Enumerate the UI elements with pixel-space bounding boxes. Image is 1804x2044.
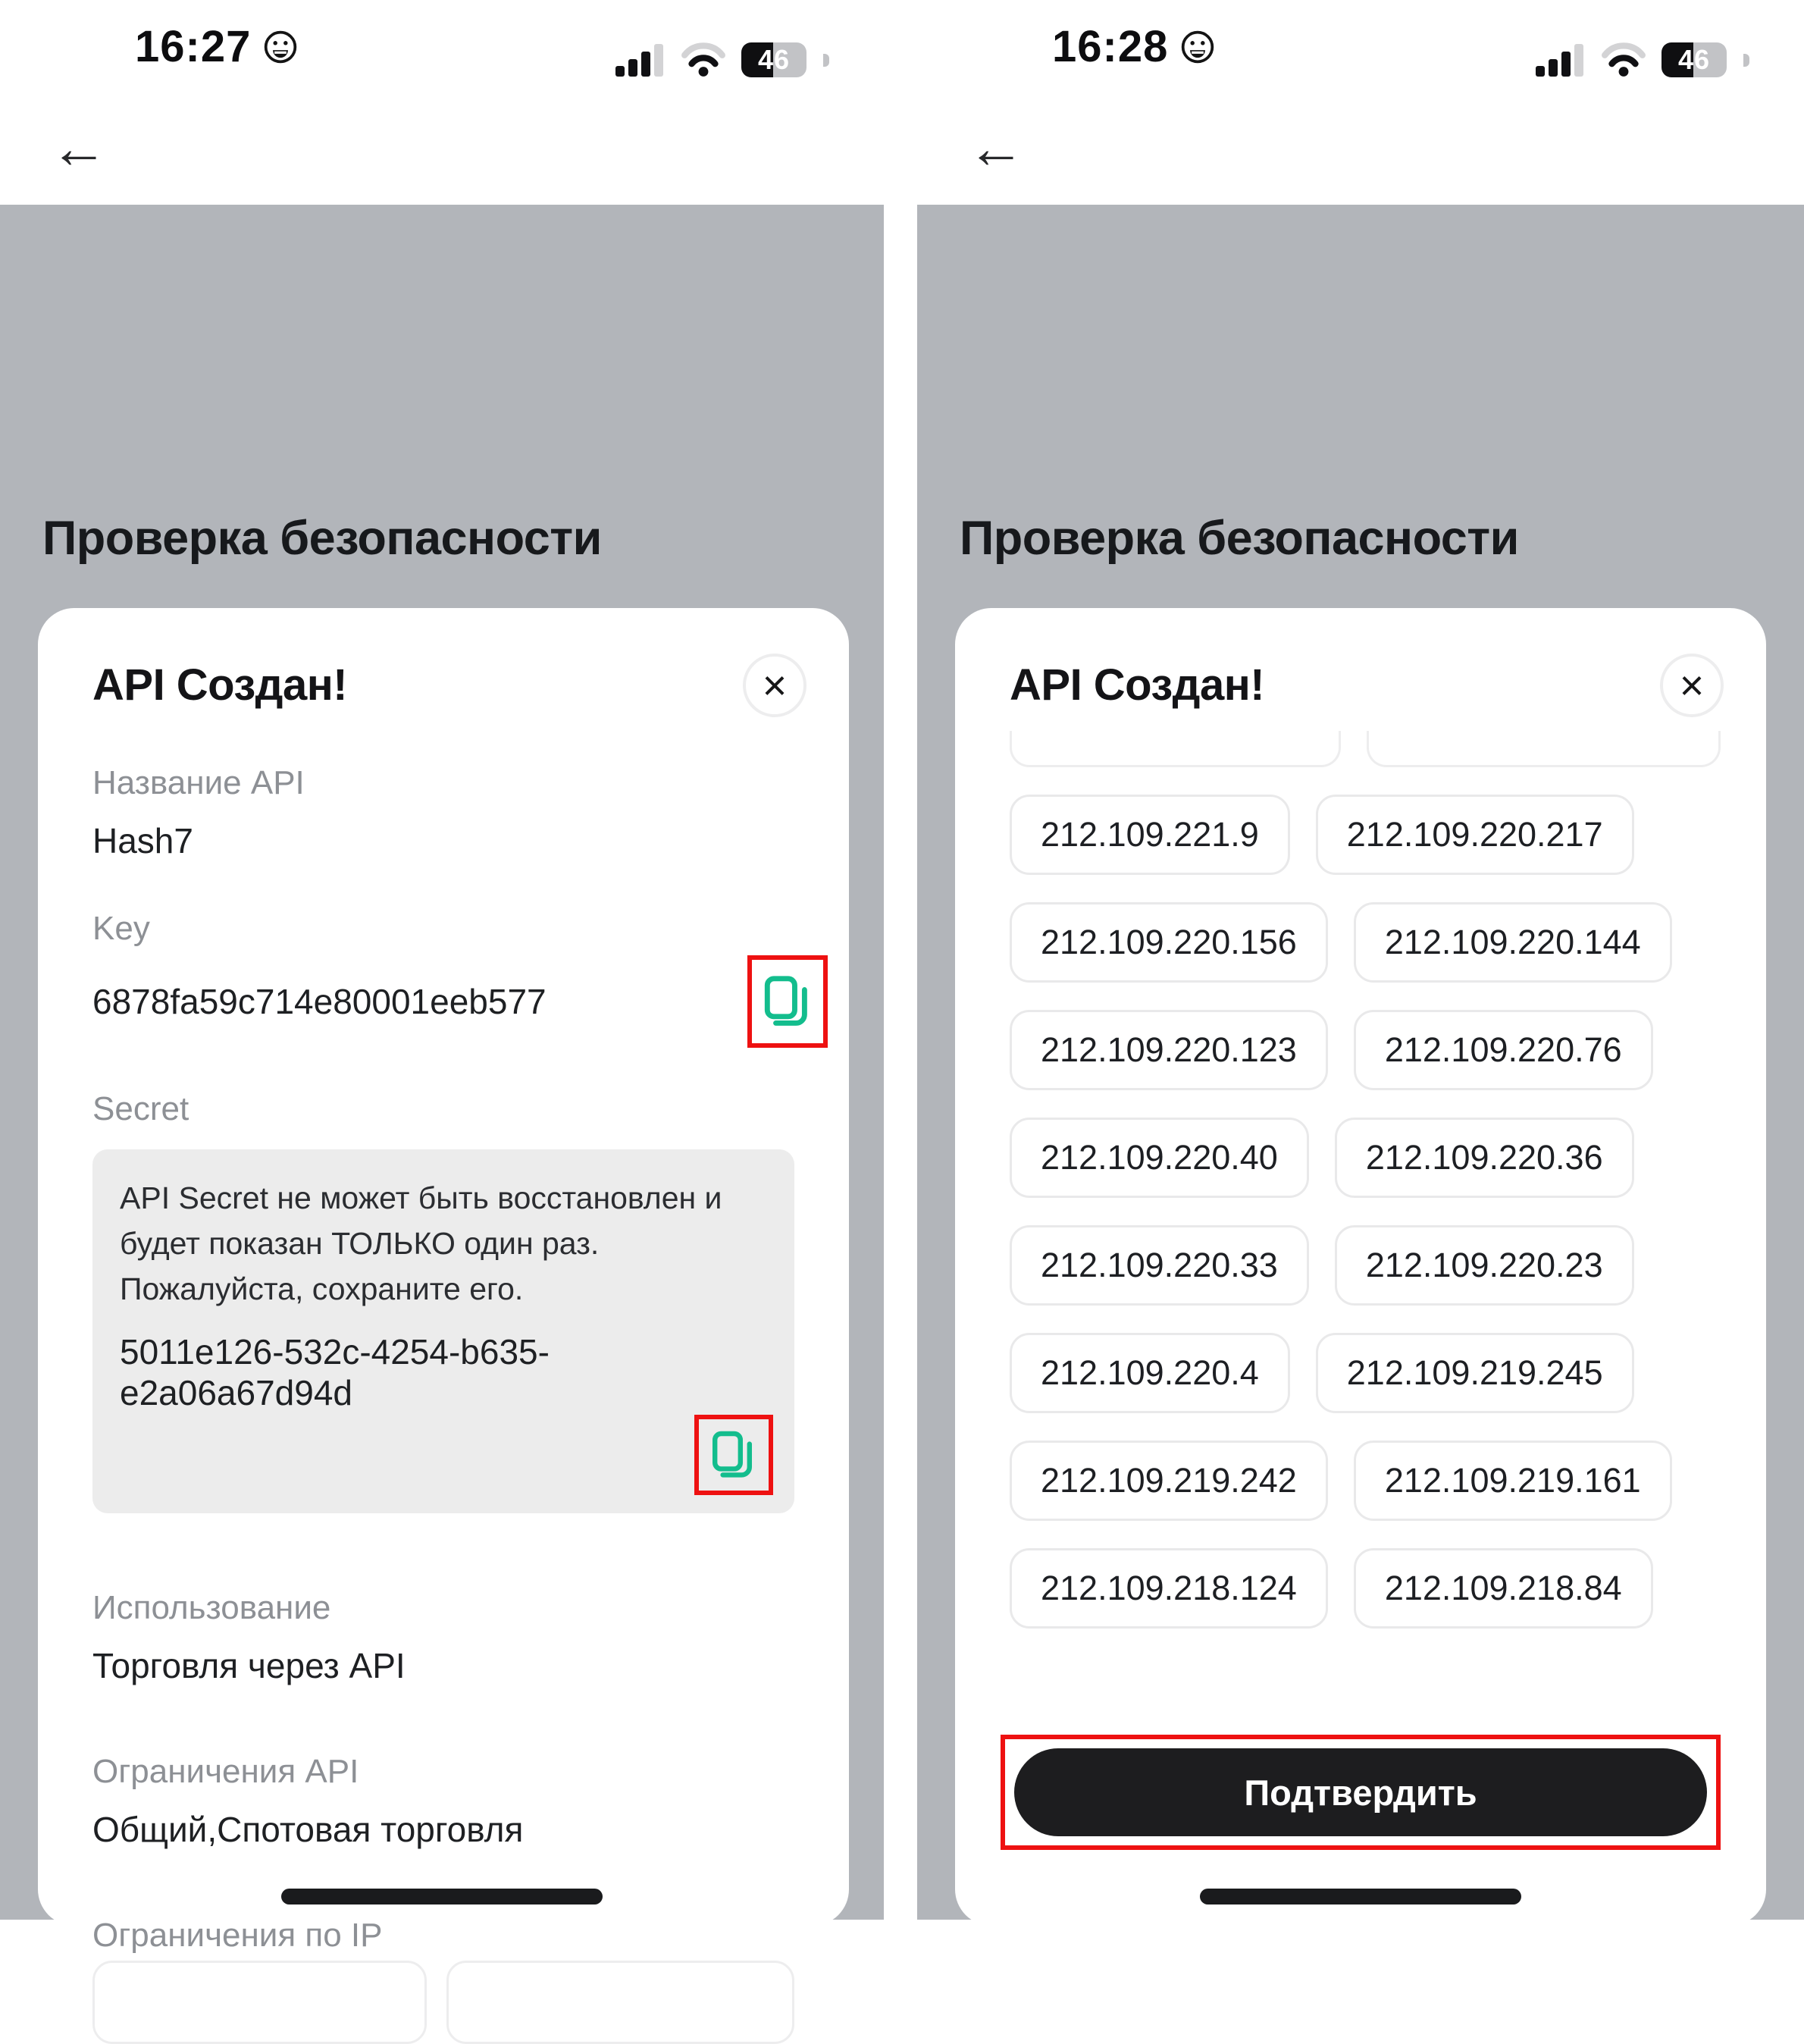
ip-chip: 212.109.221.9 <box>1010 795 1290 875</box>
ip-restrictions-label: Ограничения по IP <box>92 1917 383 1954</box>
ip-chip-cutoff <box>1367 731 1721 767</box>
ip-chip-row <box>1010 1010 1721 1090</box>
api-restrictions-label: Ограничения API <box>92 1753 359 1790</box>
home-indicator[interactable] <box>281 1889 603 1904</box>
ip-chip: 212.109.220.33 <box>1010 1225 1309 1306</box>
ip-chips-cutoff-row <box>92 1961 794 2044</box>
ip-chip-cutoff <box>92 1961 427 2044</box>
api-created-modal <box>38 608 849 1954</box>
wifi-icon <box>681 42 726 77</box>
cellular-signal-icon <box>615 42 666 77</box>
annotation-red-box <box>694 1415 773 1495</box>
key-label: Key <box>92 910 150 947</box>
modal-body <box>955 731 1766 1850</box>
back-button[interactable]: ← <box>967 116 1025 180</box>
screen-backdrop <box>0 205 884 1954</box>
key-row <box>92 955 828 1048</box>
home-indicator[interactable] <box>1200 1889 1521 1904</box>
ip-chip-cutoff <box>446 1961 794 2044</box>
close-icon[interactable]: × <box>1660 654 1724 717</box>
battery-nub <box>1743 54 1749 67</box>
ip-chip-row <box>1010 902 1721 983</box>
status-icons <box>615 42 829 77</box>
battery-nub <box>823 54 829 67</box>
ip-chip: 212.109.220.156 <box>1010 902 1328 983</box>
modal-header <box>38 608 849 717</box>
ip-chip: 212.109.220.217 <box>1316 795 1634 875</box>
ip-chip-row <box>1010 1548 1721 1629</box>
smiley-emoji-icon <box>1180 30 1215 64</box>
wifi-icon <box>1601 42 1646 77</box>
key-value: 6878fa59c714e80001eeb577 <box>92 982 547 1021</box>
ip-chip-cutoff <box>1010 731 1341 767</box>
annotation-red-box <box>747 955 828 1048</box>
secret-copy-row <box>120 1415 773 1495</box>
ip-chip: 212.109.220.123 <box>1010 1010 1328 1090</box>
status-icons <box>1536 42 1749 77</box>
battery-percent: 46 <box>1677 44 1711 75</box>
battery-icon <box>1661 42 1727 77</box>
modal-header <box>955 608 1766 717</box>
status-bar <box>917 0 1804 205</box>
ip-chip-row <box>1010 795 1721 875</box>
api-name-value: Hash7 <box>92 821 193 861</box>
status-time-text: 16:28 <box>1052 22 1169 71</box>
modal-title: API Создан! <box>1010 660 1265 710</box>
page-title: Проверка безопасности <box>42 512 602 565</box>
ip-chip: 212.109.220.40 <box>1010 1118 1309 1198</box>
status-time <box>1052 21 1215 72</box>
ip-chip: 212.109.219.242 <box>1010 1441 1328 1521</box>
status-time <box>135 21 298 72</box>
ip-chip-row <box>1010 1333 1721 1413</box>
modal-title: API Создан! <box>92 660 348 710</box>
ip-chip: 212.109.218.84 <box>1354 1548 1653 1629</box>
secret-warning-text: API Secret не может быть восстановлен и будет показан ТОЛЬКО один раз. Пожалуйста, сохраните его. <box>120 1180 722 1306</box>
ip-chip: 212.109.219.161 <box>1354 1441 1672 1521</box>
ip-chip: 212.109.220.23 <box>1335 1225 1634 1306</box>
status-bar <box>0 0 884 205</box>
left-screenshot-panel <box>0 0 884 1954</box>
page-title: Проверка безопасности <box>960 512 1519 565</box>
ip-chip: 212.109.219.245 <box>1316 1333 1634 1413</box>
api-created-modal <box>955 608 1766 1926</box>
ip-chip: 212.109.220.76 <box>1354 1010 1653 1090</box>
secret-label: Secret <box>92 1090 189 1127</box>
screen-backdrop <box>917 205 1804 1920</box>
modal-body <box>38 764 849 2044</box>
cellular-signal-icon <box>1536 42 1586 77</box>
battery-percent: 46 <box>757 44 791 75</box>
usage-value: Торговля через API <box>92 1646 406 1685</box>
api-restrictions-value: Общий,Спотовая торговля <box>92 1810 524 1849</box>
copy-key-icon[interactable] <box>764 975 811 1028</box>
close-icon[interactable]: × <box>743 654 806 717</box>
ip-chip-row <box>1010 1441 1721 1521</box>
confirm-button[interactable]: Подтвердить <box>1014 1748 1707 1836</box>
api-name-label: Название API <box>92 764 305 801</box>
status-time-text: 16:27 <box>135 22 252 71</box>
secret-value: 5011e126-532c-4254-b635-e2a06a67d94d <box>120 1332 550 1412</box>
ip-chip: 212.109.218.124 <box>1010 1548 1328 1629</box>
smiley-emoji-icon <box>263 30 298 64</box>
ip-chip-row <box>1010 1118 1721 1198</box>
ip-chip: 212.109.220.144 <box>1354 902 1672 983</box>
copy-secret-icon[interactable] <box>712 1431 756 1479</box>
annotation-red-box <box>1001 1735 1721 1850</box>
ip-chip: 212.109.220.4 <box>1010 1333 1290 1413</box>
right-screenshot-panel <box>917 0 1804 1920</box>
usage-label: Использование <box>92 1589 331 1626</box>
ip-chip-row <box>1010 1225 1721 1306</box>
back-button[interactable]: ← <box>50 116 108 180</box>
secret-warning-box <box>92 1149 794 1513</box>
ip-chips-cutoff-row <box>1010 731 1721 767</box>
ip-chip: 212.109.220.36 <box>1335 1118 1634 1198</box>
battery-icon <box>741 42 806 77</box>
ip-chip-list <box>1001 795 1721 1629</box>
